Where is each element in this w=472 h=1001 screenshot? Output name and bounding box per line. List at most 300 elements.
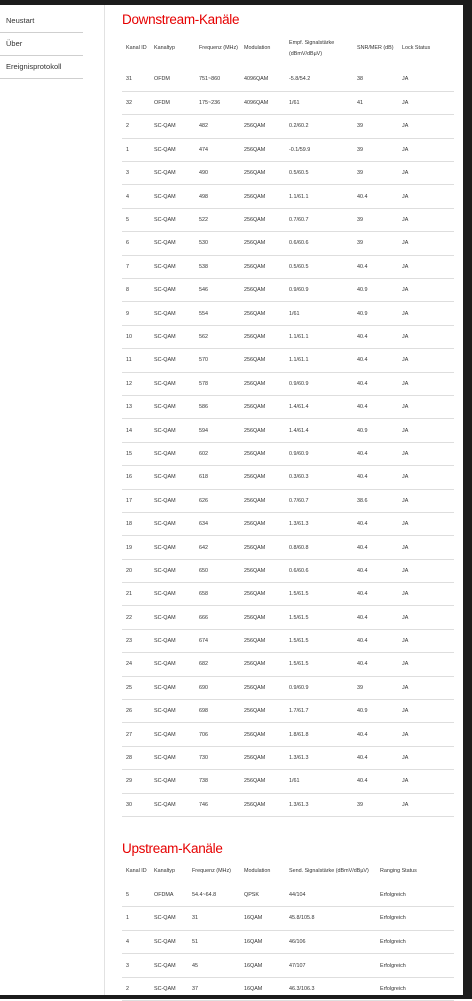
snr-cell: 40.9 (357, 427, 368, 434)
lock-status-cell: JA (402, 123, 409, 130)
modulation-cell: 256QAM (244, 474, 266, 481)
rx-power-cell: 0.5/60.5 (289, 263, 309, 270)
col-modulation: Modulation (244, 868, 271, 875)
channel-id-cell: 15 (126, 450, 132, 457)
modulation-cell: 256QAM (244, 567, 266, 574)
channel-id-cell: 28 (126, 755, 132, 762)
modulation-cell: 256QAM (244, 755, 266, 762)
rx-power-cell: 1.5/61.5 (289, 591, 309, 598)
ranging-status-cell: Erfolgreich (380, 891, 406, 898)
channel-id-cell: 14 (126, 427, 132, 434)
downstream-row (122, 208, 454, 231)
lock-status-cell: JA (402, 100, 409, 107)
lock-status-cell: JA (402, 497, 409, 504)
modulation-cell: 256QAM (244, 123, 266, 130)
modulation-cell: 256QAM (244, 661, 266, 668)
frequency-cell: 618 (199, 474, 208, 481)
lock-status-cell: JA (402, 240, 409, 247)
modulation-cell: 16QAM (244, 915, 263, 922)
lock-status-cell: JA (402, 217, 409, 224)
modulation-cell: 256QAM (244, 731, 266, 738)
frequency-cell: 37 (192, 986, 198, 993)
modulation-cell: 256QAM (244, 380, 266, 387)
channel-type-cell: SC-QAM (154, 661, 176, 668)
main-content (122, 5, 455, 993)
lock-status-cell: JA (402, 146, 409, 153)
channel-type-cell: SC-QAM (154, 638, 176, 645)
rx-power-cell: -5.8/54.2 (289, 76, 311, 83)
rx-power-cell: 1.1/61.1 (289, 193, 309, 200)
modulation-cell: 256QAM (244, 708, 266, 715)
rx-power-cell: 1.8/61.8 (289, 731, 309, 738)
lock-status-cell: JA (402, 801, 409, 808)
channel-id-cell: 22 (126, 614, 132, 621)
frequency-cell: 738 (199, 778, 208, 785)
snr-cell: 40.9 (357, 287, 368, 294)
downstream-row (122, 606, 454, 629)
snr-cell: 40.4 (357, 263, 368, 270)
upstream-row (122, 907, 454, 931)
rx-power-cell: 0.3/60.3 (289, 474, 309, 481)
downstream-row (122, 302, 454, 325)
channel-type-cell: SC-QAM (154, 591, 176, 598)
tx-power-cell: 47/107 (289, 962, 306, 969)
lock-status-cell: JA (402, 638, 409, 645)
rx-power-cell: 1.7/61.7 (289, 708, 309, 715)
col-ranging-status: Ranging Status (380, 868, 417, 875)
snr-cell: 40.4 (357, 193, 368, 200)
channel-id-cell: 27 (126, 731, 132, 738)
channel-id-cell: 3 (126, 170, 129, 177)
channel-id-cell: 21 (126, 591, 132, 598)
snr-cell: 40.4 (357, 521, 368, 528)
frequency-cell: 530 (199, 240, 208, 247)
rx-power-cell: -0.1/59.9 (289, 146, 311, 153)
channel-type-cell: SC-QAM (154, 310, 176, 317)
sidebar-item-about[interactable]: Über (0, 33, 83, 56)
downstream-row (122, 653, 454, 676)
modulation-cell: 256QAM (244, 310, 266, 317)
channel-id-cell: 8 (126, 287, 129, 294)
frequency-cell: 751~860 (199, 76, 221, 83)
lock-status-cell: JA (402, 287, 409, 294)
channel-id-cell: 30 (126, 801, 132, 808)
modulation-cell: 256QAM (244, 521, 266, 528)
rx-power-cell: 0.9/60.9 (289, 287, 309, 294)
snr-cell: 40.4 (357, 474, 368, 481)
downstream-row (122, 466, 454, 489)
snr-cell: 40.4 (357, 404, 368, 411)
modulation-cell: 256QAM (244, 801, 266, 808)
downstream-row (122, 583, 454, 606)
frequency-cell: 546 (199, 287, 208, 294)
snr-cell: 39 (357, 146, 363, 153)
channel-type-cell: SC-QAM (154, 404, 176, 411)
frequency-cell: 602 (199, 450, 208, 457)
frequency-cell: 674 (199, 638, 208, 645)
modulation-cell: 16QAM (244, 938, 263, 945)
tx-power-cell: 45.8/105.8 (289, 915, 315, 922)
channel-id-cell: 11 (126, 357, 132, 364)
lock-status-cell: JA (402, 380, 409, 387)
modulation-cell: 256QAM (244, 614, 266, 621)
rx-power-cell: 1/61 (289, 778, 300, 785)
downstream-row (122, 746, 454, 769)
lock-status-cell: JA (402, 544, 409, 551)
channel-type-cell: SC-QAM (154, 217, 176, 224)
rx-power-cell: 0.8/60.8 (289, 544, 309, 551)
lock-status-cell: JA (402, 614, 409, 621)
channel-type-cell: SC-QAM (154, 450, 176, 457)
channel-type-cell: SC-QAM (154, 240, 176, 247)
channel-type-cell: SC-QAM (154, 427, 176, 434)
frequency-cell: 562 (199, 333, 208, 340)
col-channel-type: Kanaltyp (154, 45, 175, 52)
right-edge-bar (463, 0, 472, 999)
channel-id-cell: 5 (126, 891, 129, 898)
frequency-cell: 650 (199, 567, 208, 574)
rx-power-cell: 0.7/60.7 (289, 497, 309, 504)
downstream-row (122, 676, 454, 699)
downstream-row (122, 185, 454, 208)
channel-type-cell: SC-QAM (154, 915, 176, 922)
modulation-cell: 256QAM (244, 404, 266, 411)
snr-cell: 40.4 (357, 638, 368, 645)
snr-cell: 40.4 (357, 614, 368, 621)
modulation-cell: 256QAM (244, 240, 266, 247)
modulation-cell: 16QAM (244, 962, 263, 969)
lock-status-cell: JA (402, 357, 409, 364)
lock-status-cell: JA (402, 76, 409, 83)
upstream-title: Upstream-Kanäle (122, 841, 223, 856)
modulation-cell: 256QAM (244, 778, 266, 785)
rx-power-cell: 0.7/60.7 (289, 217, 309, 224)
frequency-cell: 746 (199, 801, 208, 808)
frequency-cell: 522 (199, 217, 208, 224)
modulation-cell: 256QAM (244, 170, 266, 177)
downstream-row (122, 700, 454, 723)
frequency-cell: 586 (199, 404, 208, 411)
rx-power-cell: 1.4/61.4 (289, 427, 309, 434)
downstream-title: Downstream-Kanäle (122, 12, 240, 27)
channel-id-cell: 26 (126, 708, 132, 715)
snr-cell: 40.4 (357, 333, 368, 340)
col-lock-status: Lock Status (402, 45, 431, 52)
frequency-cell: 682 (199, 661, 208, 668)
channel-id-cell: 18 (126, 521, 132, 528)
downstream-row (122, 489, 454, 512)
tx-power-cell: 46/106 (289, 938, 306, 945)
downstream-row (122, 162, 454, 185)
rx-power-cell: 1.4/61.4 (289, 404, 309, 411)
channel-type-cell: SC-QAM (154, 684, 176, 691)
lock-status-cell: JA (402, 263, 409, 270)
channel-type-cell: SC-QAM (154, 801, 176, 808)
lock-status-cell: JA (402, 778, 409, 785)
channel-id-cell: 13 (126, 404, 132, 411)
rx-power-cell: 1.3/61.3 (289, 755, 309, 762)
channel-id-cell: 12 (126, 380, 132, 387)
channel-type-cell: SC-QAM (154, 778, 176, 785)
channel-type-cell: OFDM (154, 76, 170, 83)
channel-type-cell: SC-QAM (154, 497, 176, 504)
snr-cell: 40.4 (357, 544, 368, 551)
channel-type-cell: SC-QAM (154, 708, 176, 715)
snr-cell: 39 (357, 240, 363, 247)
snr-cell: 41 (357, 100, 363, 107)
modulation-cell: 256QAM (244, 684, 266, 691)
channel-type-cell: SC-QAM (154, 146, 176, 153)
downstream-table (122, 30, 454, 817)
channel-id-cell: 17 (126, 497, 132, 504)
modulation-cell: 256QAM (244, 497, 266, 504)
channel-id-cell: 16 (126, 474, 132, 481)
downstream-row (122, 138, 454, 161)
snr-cell: 40.4 (357, 778, 368, 785)
frequency-cell: 634 (199, 521, 208, 528)
frequency-cell: 658 (199, 591, 208, 598)
lock-status-cell: JA (402, 661, 409, 668)
modulation-cell: 4096QAM (244, 100, 269, 107)
modulation-cell: QPSK (244, 891, 259, 898)
lock-status-cell: JA (402, 193, 409, 200)
upstream-row (122, 977, 454, 1001)
ranging-status-cell: Erfolgreich (380, 962, 406, 969)
col-channel-id: Kanal ID (126, 868, 147, 875)
rx-power-cell: 0.5/60.5 (289, 170, 309, 177)
frequency-cell: 45 (192, 962, 198, 969)
downstream-row (122, 325, 454, 348)
modulation-cell: 256QAM (244, 591, 266, 598)
snr-cell: 40.4 (357, 450, 368, 457)
channel-type-cell: SC-QAM (154, 614, 176, 621)
snr-cell: 40.4 (357, 567, 368, 574)
frequency-cell: 594 (199, 427, 208, 434)
channel-type-cell: SC-QAM (154, 544, 176, 551)
snr-cell: 40.4 (357, 661, 368, 668)
upstream-row (122, 954, 454, 978)
frequency-cell: 698 (199, 708, 208, 715)
rx-power-cell: 1/61 (289, 310, 300, 317)
lock-status-cell: JA (402, 567, 409, 574)
upstream-row (122, 930, 454, 954)
channel-id-cell: 29 (126, 778, 132, 785)
rx-power-cell: 0.9/60.9 (289, 380, 309, 387)
channel-type-cell: SC-QAM (154, 938, 176, 945)
modulation-cell: 256QAM (244, 450, 266, 457)
channel-id-cell: 10 (126, 333, 132, 340)
downstream-row (122, 723, 454, 746)
downstream-row (122, 91, 454, 114)
lock-status-cell: JA (402, 521, 409, 528)
channel-id-cell: 5 (126, 217, 129, 224)
channel-type-cell: SC-QAM (154, 731, 176, 738)
modulation-cell: 256QAM (244, 193, 266, 200)
snr-cell: 40.4 (357, 755, 368, 762)
downstream-row (122, 255, 454, 278)
channel-id-cell: 32 (126, 100, 132, 107)
snr-cell: 40.4 (357, 731, 368, 738)
channel-type-cell: SC-QAM (154, 962, 176, 969)
channel-id-cell: 6 (126, 240, 129, 247)
frequency-cell: 666 (199, 614, 208, 621)
frequency-cell: 538 (199, 263, 208, 270)
frequency-cell: 626 (199, 497, 208, 504)
rx-power-cell: 0.6/60.6 (289, 567, 309, 574)
snr-cell: 40.4 (357, 380, 368, 387)
channel-id-cell: 31 (126, 76, 132, 83)
downstream-header-row (122, 30, 454, 68)
frequency-cell: 570 (199, 357, 208, 364)
snr-cell: 40.9 (357, 708, 368, 715)
snr-cell: 40.4 (357, 357, 368, 364)
downstream-row (122, 115, 454, 138)
channel-id-cell: 23 (126, 638, 132, 645)
channel-type-cell: SC-QAM (154, 755, 176, 762)
upstream-row (122, 883, 454, 907)
downstream-row (122, 279, 454, 302)
lock-status-cell: JA (402, 755, 409, 762)
modulation-cell: 256QAM (244, 357, 266, 364)
channel-id-cell: 9 (126, 310, 129, 317)
channel-type-cell: SC-QAM (154, 287, 176, 294)
rx-power-cell: 0.9/60.9 (289, 684, 309, 691)
rx-power-cell: 1.3/61.3 (289, 521, 309, 528)
frequency-cell: 554 (199, 310, 208, 317)
channel-id-cell: 4 (126, 193, 129, 200)
rx-power-cell: 0.6/60.6 (289, 240, 309, 247)
ranging-status-cell: Erfolgreich (380, 915, 406, 922)
frequency-cell: 706 (199, 731, 208, 738)
tx-power-cell: 46.3/106.3 (289, 986, 315, 993)
sidebar-item-event-log[interactable]: Ereignisprotokoll (0, 56, 83, 79)
channel-id-cell: 24 (126, 661, 132, 668)
frequency-cell: 690 (199, 684, 208, 691)
snr-cell: 38 (357, 76, 363, 83)
frequency-cell: 498 (199, 193, 208, 200)
modulation-cell: 256QAM (244, 217, 266, 224)
rx-power-cell: 1.5/61.5 (289, 661, 309, 668)
rx-power-cell: 1.1/61.1 (289, 333, 309, 340)
rx-power-cell: 1.3/61.3 (289, 801, 309, 808)
downstream-row (122, 536, 454, 559)
modulation-cell: 256QAM (244, 427, 266, 434)
channel-type-cell: SC-QAM (154, 263, 176, 270)
downstream-row (122, 232, 454, 255)
modulation-cell: 256QAM (244, 263, 266, 270)
modulation-cell: 256QAM (244, 146, 266, 153)
modulation-cell: 256QAM (244, 333, 266, 340)
frequency-cell: 482 (199, 123, 208, 130)
frequency-cell: 54.4~64.8 (192, 891, 217, 898)
rx-power-cell: 1.1/61.1 (289, 357, 309, 364)
frequency-cell: 578 (199, 380, 208, 387)
frequency-cell: 51 (192, 938, 198, 945)
snr-cell: 39 (357, 170, 363, 177)
downstream-row (122, 512, 454, 535)
sidebar-divider (104, 5, 105, 995)
tx-power-cell: 44/104 (289, 891, 306, 898)
channel-id-cell: 4 (126, 938, 129, 945)
sidebar-item-restart[interactable]: Neustart (0, 10, 83, 33)
lock-status-cell: JA (402, 450, 409, 457)
lock-status-cell: JA (402, 427, 409, 434)
downstream-row (122, 419, 454, 442)
snr-cell: 40.4 (357, 591, 368, 598)
channel-type-cell: SC-QAM (154, 380, 176, 387)
col-channel-type: Kanaltyp (154, 868, 175, 875)
frequency-cell: 175~236 (199, 100, 221, 107)
frequency-cell: 474 (199, 146, 208, 153)
col-tx-power: Send. Signalstärke (dBmV/dBµV) (289, 868, 369, 875)
modulation-cell: 256QAM (244, 544, 266, 551)
downstream-row (122, 793, 454, 816)
rx-power-cell: 0.9/60.9 (289, 450, 309, 457)
modulation-cell: 256QAM (244, 638, 266, 645)
rx-power-cell: 1.5/61.5 (289, 638, 309, 645)
channel-id-cell: 7 (126, 263, 129, 270)
sidebar-nav (0, 10, 83, 79)
downstream-row (122, 442, 454, 465)
channel-id-cell: 1 (126, 146, 129, 153)
channel-type-cell: SC-QAM (154, 986, 176, 993)
snr-cell: 39 (357, 123, 363, 130)
lock-status-cell: JA (402, 708, 409, 715)
frequency-cell: 490 (199, 170, 208, 177)
snr-cell: 39 (357, 217, 363, 224)
frequency-cell: 642 (199, 544, 208, 551)
channel-type-cell: SC-QAM (154, 567, 176, 574)
modulation-cell: 4096QAM (244, 76, 269, 83)
snr-cell: 40.9 (357, 310, 368, 317)
lock-status-cell: JA (402, 591, 409, 598)
col-rx-power: Empf. Signalstärke (dBmV/dBµV) (289, 39, 335, 57)
col-snr: SNR/MER (dB) (357, 45, 394, 52)
lock-status-cell: JA (402, 684, 409, 691)
downstream-row (122, 68, 454, 91)
channel-type-cell: SC-QAM (154, 170, 176, 177)
modulation-cell: 16QAM (244, 986, 263, 993)
channel-id-cell: 2 (126, 986, 129, 993)
rx-power-cell: 0.2/60.2 (289, 123, 309, 130)
channel-type-cell: OFDMA (154, 891, 174, 898)
rx-power-cell: 1.5/61.5 (289, 614, 309, 621)
col-frequency: Frequenz (MHz) (199, 45, 238, 52)
channel-id-cell: 3 (126, 962, 129, 969)
snr-cell: 39 (357, 684, 363, 691)
lock-status-cell: JA (402, 310, 409, 317)
frequency-cell: 730 (199, 755, 208, 762)
frequency-cell: 31 (192, 915, 198, 922)
downstream-row (122, 395, 454, 418)
channel-type-cell: SC-QAM (154, 521, 176, 528)
lock-status-cell: JA (402, 404, 409, 411)
lock-status-cell: JA (402, 333, 409, 340)
channel-id-cell: 1 (126, 915, 129, 922)
col-modulation: Modulation (244, 45, 271, 52)
channel-id-cell: 19 (126, 544, 132, 551)
channel-id-cell: 25 (126, 684, 132, 691)
downstream-row (122, 770, 454, 793)
channel-type-cell: SC-QAM (154, 333, 176, 340)
col-channel-id: Kanal ID (126, 45, 147, 52)
upstream-table (122, 861, 454, 1001)
lock-status-cell: JA (402, 474, 409, 481)
channel-type-cell: SC-QAM (154, 357, 176, 364)
lock-status-cell: JA (402, 731, 409, 738)
modulation-cell: 256QAM (244, 287, 266, 294)
downstream-row (122, 372, 454, 395)
